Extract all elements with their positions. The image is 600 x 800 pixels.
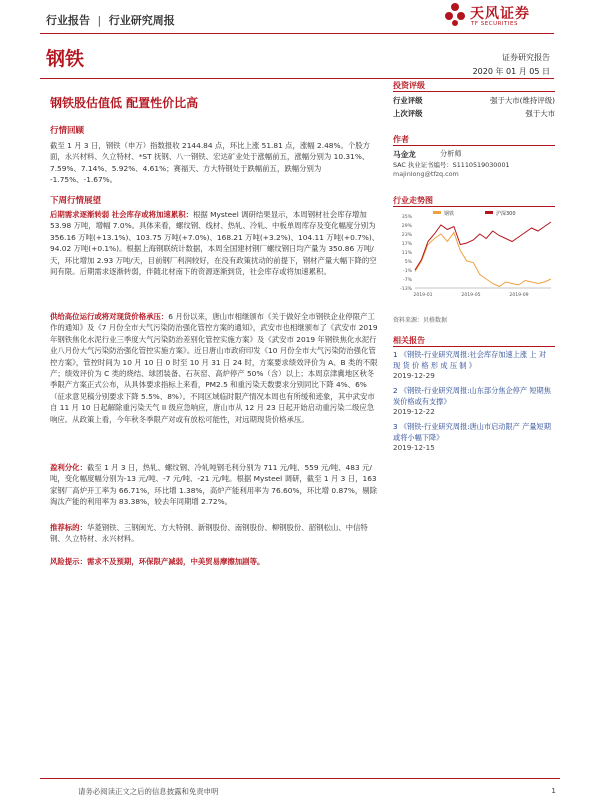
author-heading: 作者 — [393, 135, 409, 144]
author-name: 马金龙 — [393, 150, 416, 159]
paragraph-lead: 推荐标的： — [50, 523, 87, 532]
section-heading-review: 行情回顾 — [50, 126, 85, 136]
series-line — [415, 222, 551, 270]
paragraph-body: 需求不及预期，环保限产减弱，中美贸易摩擦加剧等。 — [86, 557, 265, 566]
footer-disclaimer: 请务必阅读正文之后的信息披露和免责申明 — [78, 787, 219, 796]
related-rule — [393, 346, 555, 347]
y-tick-label: 29% — [401, 224, 412, 229]
review-paragraph: 截至 1 月 3 日，钢铁（申万）指数报收 2144.84 点，环比上涨 51.81 点，涨幅 2.48%。个股方面，永兴材料、久立特材、*ST 抚钢、八一钢铁、宏达矿业处于涨幅前五，涨幅分别为 10.31%、7.59%、7.14%、5.92%、4.61%；赛福天、方大特钢处于跌幅前五，跌幅分别为 -1.75%、-1.67%。 — [50, 141, 371, 185]
related-report-item[interactable] — [393, 422, 555, 454]
report-type: 行业报告 — [46, 14, 90, 27]
rating-key: 行业评级 — [393, 96, 423, 105]
rating-row — [393, 108, 555, 119]
header-breadcrumb — [46, 12, 175, 28]
related-report-item[interactable] — [393, 386, 555, 418]
paragraph-lead: 风险提示： — [50, 557, 87, 566]
series-line — [415, 233, 551, 287]
y-tick-label: -13% — [400, 287, 412, 292]
header-separator: | — [97, 14, 102, 27]
brand-logo-icon — [444, 2, 466, 26]
paragraph-body: 6 月份以来，唐山市相继颁布《关于做好全市钢铁企业停限产工作的通知》及《7 月份全市大气污染防治强化管控方案的通知》，武安市也相继颁布了《武安市 2019 年钢铁焦化水泥行业三季度大气污染防治差别化管控实施方案》及《武安市 2019 年钢铁焦化水泥行业八月份大气污染防治强化管控实施方案》。近日唐山市政府印发《10 月份全市大气污染防治强化管控方案》，管控时间为 10 月 10 日 0 时至 10 月 31 日 24 时，方案要求绩效评价为 A、B 类的不限产；绩效评价为 C 类的烧结、球团装备、石灰窑、高炉停产 50%（含）以上；本周京津冀地区秋冬季限产方案正式公布，从具体要求指标上来看，PM2.5 和重污染天数要求分别同比下降 4%、6%（征求意见稿分别要求下降 5.5%、8%）。不同区域临时限产情况本周也有所缓和迹象，其中武安市自 11 月 10 日起解除重污染天气 II 级应急响应，唐山市从 12 月 23 日起开始启动重污染二级应急响应。从政策上看，今年秋冬季限产对或有放松可能性，对远期现货价格承压。 — [50, 312, 378, 424]
trend-rule — [393, 206, 555, 207]
paragraph-recommend — [50, 522, 380, 545]
section-heading-outlook: 下周行情展望 — [50, 196, 102, 206]
related-report-title[interactable]: 3 《钢铁-行业研究周报:唐山市启动限产 产量短期或将小幅下降》 — [393, 422, 551, 442]
paragraph-lead: 盈利分化： — [50, 463, 87, 472]
report-subtitle: 钢铁股估值低 配置性价比高 — [50, 96, 199, 110]
paragraph-risk — [50, 556, 380, 567]
y-tick-label: -7% — [403, 278, 412, 283]
paragraph-inventory — [50, 209, 380, 277]
legend-label: 沪深300 — [496, 211, 516, 217]
related-report-title[interactable]: 2 《钢铁-行业研究周报:山东部分焦企停产 短期焦炭价格或有支撑》 — [393, 386, 551, 406]
author-email[interactable]: majinlong@tfzq.com — [393, 170, 459, 178]
related-report-item[interactable] — [393, 350, 555, 382]
brand-name: 天风证券 — [470, 6, 530, 22]
related-report-date: 2019-12-29 — [393, 371, 435, 381]
header-rule — [40, 33, 554, 34]
y-tick-label: 11% — [401, 251, 412, 256]
related-heading: 相关报告 — [393, 336, 425, 345]
paragraph-lead: 后期需求逐渐转弱 社会库存或将加速累积： — [50, 210, 193, 219]
brand-name-en: TF SECURITIES — [471, 21, 518, 27]
related-report-title[interactable]: 1 《钢铁-行业研究周报:社会库存加速上涨 上 对 现 货 价 格 形 成 压 制 》 — [393, 350, 547, 370]
related-report-date: 2019-12-15 — [393, 443, 435, 453]
y-tick-label: 23% — [401, 233, 412, 238]
page-title: 钢铁 — [46, 48, 85, 70]
title-rule — [40, 78, 554, 79]
legend-swatch — [485, 211, 493, 214]
author-rule — [393, 145, 555, 146]
related-report-date: 2019-12-22 — [393, 407, 435, 417]
y-tick-label: 5% — [404, 260, 412, 265]
brand-logo — [444, 2, 564, 32]
paragraph-body: 华菱钢铁、三钢闽光、方大特钢、新钢股份、南钢股份、柳钢股份、韶钢松山、中信特钢、久立特材、永兴材料。 — [50, 523, 368, 544]
report-subtype: 行业研究周报 — [108, 14, 175, 27]
y-tick-label: -1% — [403, 269, 412, 274]
rating-rule — [393, 91, 555, 92]
paragraph-lead: 供给高位运行或将对现货价格承压： — [50, 312, 169, 321]
x-tick-label: 2019-01 — [413, 293, 433, 298]
paragraph-profit — [50, 462, 380, 508]
paragraph-supply — [50, 311, 380, 425]
x-tick-label: 2019-05 — [461, 293, 481, 298]
rating-heading: 投资评级 — [393, 81, 425, 90]
author-license: SAC 执业证书编号：S1110519030001 — [393, 161, 510, 169]
legend-label: 钢铁 — [444, 211, 455, 217]
paragraph-body: 截至 1 月 3 日，热轧、螺纹钢、冷轧吨钢毛利分别为 711 元/吨、559 元/吨、483 元/吨，变化幅度幅分别为-13 元/吨、-7 元/吨、-21 元/吨。根据 Mysteel 调研，截至 1 月 3 日，163 家钢厂高炉开工率为 66.71%，环比增 1.38%，高炉产能利用率为 76.60%，环比增 0.87%，剔除淘汰产能的利用率为 83.38%，较去年同期增 2.72%。 — [50, 463, 378, 507]
rating-row — [393, 95, 555, 106]
page-number: 1 — [551, 786, 556, 795]
paragraph-body: 根据 Mysteel 调研结果显示，本周钢材社会库存增加 53.98 万吨，增幅 7.0%。具体来看，螺纹钢、线材、热轧、冷轧、中板单周库存及变化幅度分别为 356.16 万吨(+13.1%)、103.75 万吨(+7.0%)、168.21 万吨(+3.2%)、104.11 万吨(+0.7%)、94.02 万吨(+0.1%)。根据上海钢联统计数据，本周全国建材钢厂螺纹钢日均产量为 350.86 万吨/天，环比增加 2.93 万吨/天，目前钢厂利润较好，在没有政策扰动的前提下，钢材产量大幅下降的空间有限。后期需求逐渐转弱，伴随北材南下的资源逐渐到货，社会库存或将加速累积。 — [50, 210, 380, 277]
y-tick-label: 35% — [401, 215, 412, 220]
y-tick-label: 17% — [401, 242, 412, 247]
x-tick-label: 2019-09 — [509, 293, 529, 298]
author-role: 分析师 — [440, 149, 462, 158]
report-date: 2020 年 01 月 05 日 — [472, 67, 550, 76]
footer-rule — [40, 778, 560, 779]
trend-chart — [393, 208, 555, 303]
legend-swatch — [433, 211, 441, 214]
report-label: 证券研究报告 — [502, 53, 550, 62]
rating-key: 上次评级 — [393, 109, 423, 118]
rating-value: 强于大市 — [525, 109, 555, 118]
trend-heading: 行业走势图 — [393, 196, 433, 205]
chart-source: 资料来源：贝格数据 — [393, 317, 448, 324]
rating-value: 强于大市(维持评级) — [490, 96, 555, 105]
